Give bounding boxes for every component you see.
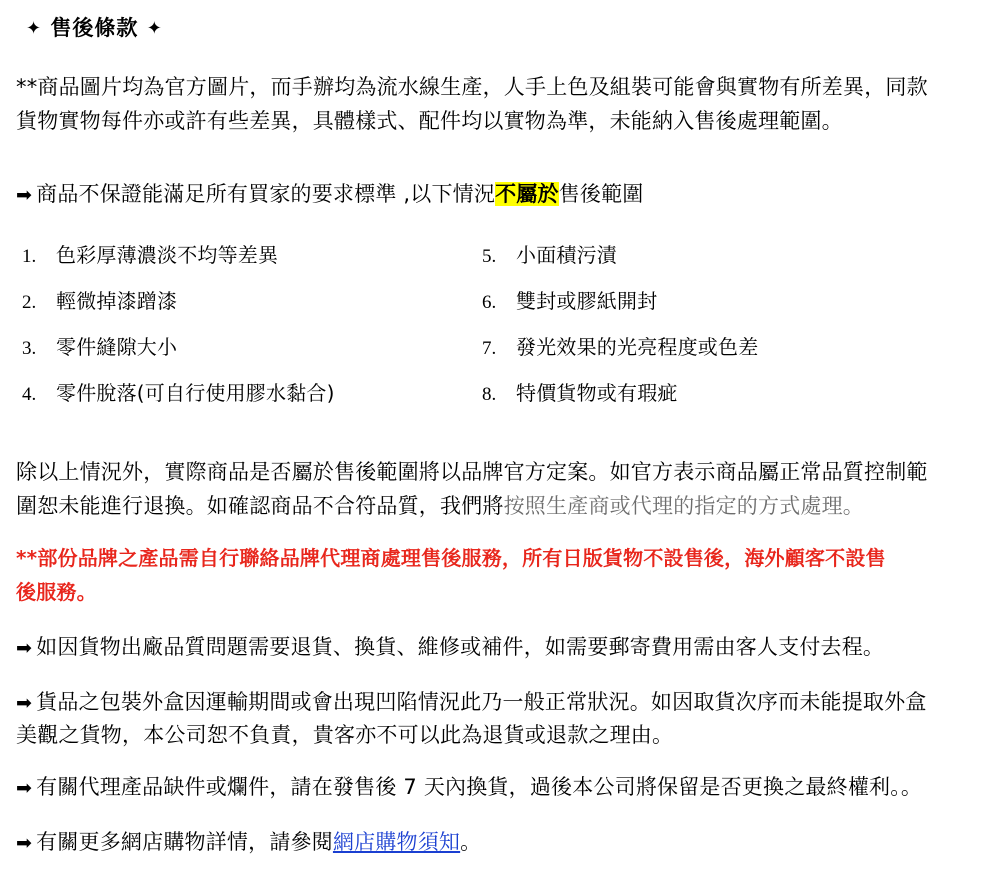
not-covered-after: 售後範圍 xyxy=(558,182,644,206)
more-info-notice xyxy=(16,826,988,859)
shipping-notice-line xyxy=(16,631,988,664)
list-item-label: 色彩厚薄濃淡不均等差異 xyxy=(56,243,279,267)
intro-line-2: 貨物實物每件亦或許有些差異，具體樣式、配件均以實物為準，未能納入售後處理範圍。 xyxy=(16,109,843,133)
shipping-notice xyxy=(16,631,988,664)
after-conditions-line-2b: 按照生產商或代理的指定的方式處理。 xyxy=(503,494,865,518)
list-item-label: 零件縫隙大小 xyxy=(56,335,178,359)
shop-guide-link[interactable]: 網店購物須知 xyxy=(332,830,461,854)
list-item-label: 特價貨物或有瑕疵 xyxy=(516,381,678,405)
intro-line-1: **商品圖片均為官方圖片，而手辦均為流水線生產，人手上色及組裝可能會與實物有所差異，同款 xyxy=(16,75,928,99)
arrow-icon: ➡ xyxy=(16,184,33,206)
after-conditions-line-2a: 圍恕未能進行退換。如確認商品不合符品質，我們將 xyxy=(16,494,504,518)
list-item xyxy=(22,325,462,371)
list-item xyxy=(22,279,462,325)
list-item-label: 小面積污漬 xyxy=(516,243,617,267)
exclusion-list-right xyxy=(482,233,922,417)
list-item xyxy=(482,325,922,371)
not-covered-line xyxy=(16,178,988,211)
star-right-icon: ✦ xyxy=(146,18,163,39)
list-item-number: 7. xyxy=(482,338,497,359)
exclusion-list-left xyxy=(22,233,462,417)
packaging-notice-text-1: 貨品之包裝外盒因運輸期間或會出現凹陷情況此乃一般正常狀況。如因取貨次序而未能提取外盒 xyxy=(36,690,927,714)
not-covered-heading xyxy=(16,178,988,211)
list-item-number: 6. xyxy=(482,292,497,313)
red-notice-line-2: 後服務。 xyxy=(16,580,97,604)
list-item xyxy=(22,371,462,417)
list-item-number: 1. xyxy=(22,246,37,267)
list-item xyxy=(482,233,922,279)
agent-products-text: 有關代理產品缺件或爛件，請在發售後 7 天內換貨，過後本公司將保留是否更換之最終權利。。 xyxy=(36,775,923,799)
list-item-number: 2. xyxy=(22,292,37,313)
shipping-notice-text: 如因貨物出廠品質問題需要退貨、換貨、維修或補件，如需要郵寄費用需由客人支付去程。 xyxy=(36,635,885,659)
more-info-line xyxy=(16,826,988,859)
after-conditions-line-2 xyxy=(16,489,986,523)
list-item-label: 零件脫落(可自行使用膠水黏合) xyxy=(56,381,335,405)
more-info-after: 。 xyxy=(460,830,482,854)
page-title-text: 售後條款 xyxy=(50,16,139,40)
star-left-icon: ✦ xyxy=(26,18,43,39)
more-info-before: 有關更多網店購物詳情，請參閱 xyxy=(36,830,333,854)
list-item xyxy=(482,279,922,325)
list-item-number: 3. xyxy=(22,338,37,359)
list-item-label: 雙封或膠紙開封 xyxy=(516,289,658,313)
after-conditions-paragraph xyxy=(16,455,986,523)
list-item-number: 5. xyxy=(482,246,497,267)
exclusion-lists xyxy=(22,233,988,417)
intro-paragraph xyxy=(16,70,984,138)
not-covered-before: 商品不保證能滿足所有買家的要求標準 ,以下情況 xyxy=(36,182,496,206)
list-item-label: 發光效果的光亮程度或色差 xyxy=(516,335,759,359)
red-notice-line-1: **部份品牌之產品需自行聯絡品牌代理商處理售後服務，所有日版貨物不設售後，海外顧客不設售 xyxy=(16,546,886,570)
arrow-icon: ➡ xyxy=(16,637,33,659)
red-notice xyxy=(16,541,986,609)
list-item-number: 4. xyxy=(22,384,37,405)
after-conditions-line-1: 除以上情況外，實際商品是否屬於售後範圍將以品牌官方定案。如官方表示商品屬正常品質控制範 xyxy=(16,460,928,484)
list-item-label: 輕微掉漆蹭漆 xyxy=(56,289,178,313)
arrow-icon: ➡ xyxy=(16,832,33,854)
list-item-number: 8. xyxy=(482,384,497,405)
list-item xyxy=(482,371,922,417)
agent-products-line xyxy=(16,771,988,804)
packaging-notice xyxy=(16,686,984,751)
arrow-icon: ➡ xyxy=(16,692,33,714)
not-covered-highlight: 不屬於 xyxy=(495,182,559,206)
agent-products-notice xyxy=(16,771,988,804)
list-item xyxy=(22,233,462,279)
arrow-icon: ➡ xyxy=(16,777,33,799)
packaging-notice-line-1 xyxy=(16,686,984,719)
page-title xyxy=(26,12,988,42)
packaging-notice-line-2: 美觀之貨物，本公司恕不負責，貴客亦不可以此為退貨或退款之理由。 xyxy=(16,723,674,747)
